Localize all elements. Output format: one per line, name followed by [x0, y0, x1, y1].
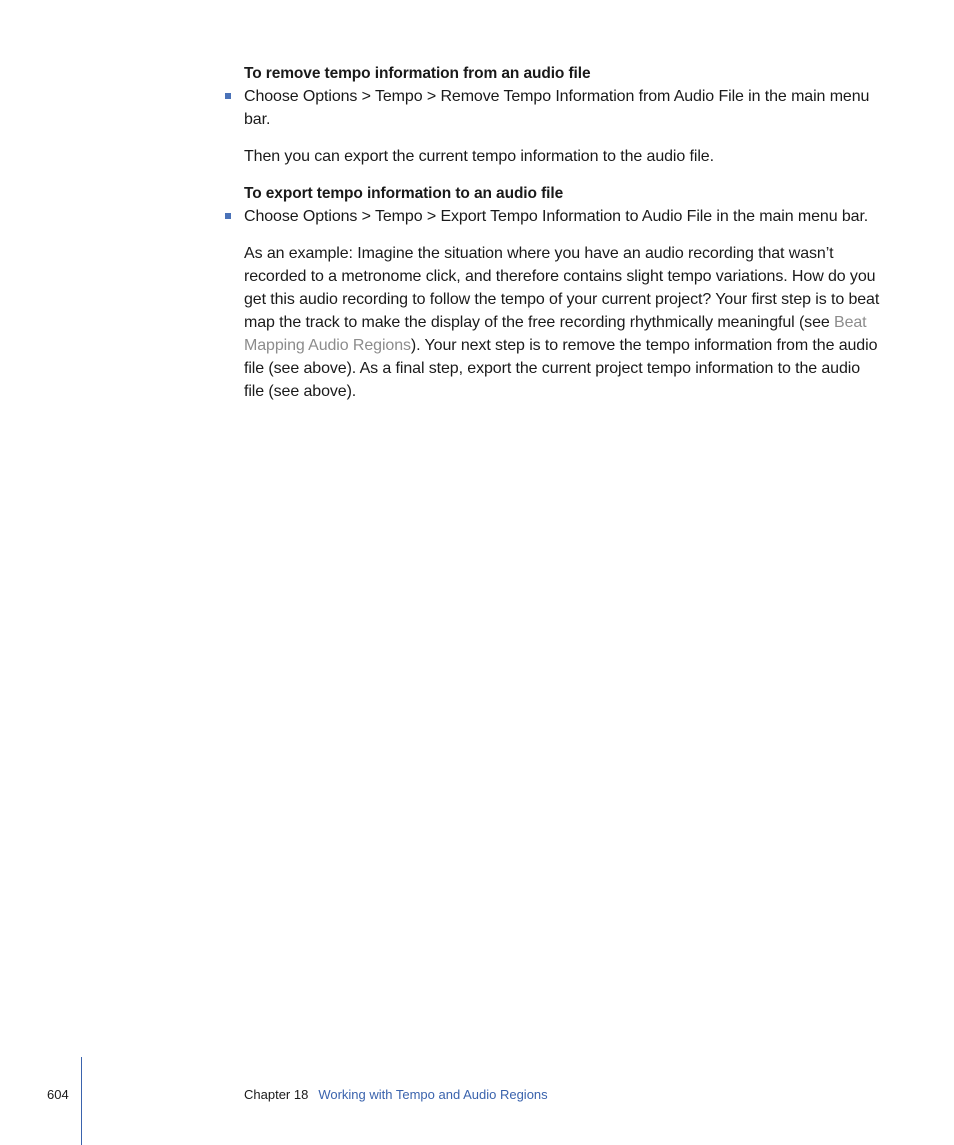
chapter-label: Chapter 18 — [244, 1087, 309, 1102]
example-text-end: ). Your next step is to remove the tempo information from the audio file (see above). As a final step, export the current project tempo information to the audio file (see above). — [244, 337, 878, 400]
task-heading-remove: To remove tempo information from an audio file — [244, 65, 591, 82]
main-content — [244, 62, 880, 403]
bullet-text: Choose Options > Tempo > Remove Tempo Information from Audio File in the main menu bar. — [244, 88, 870, 128]
page-number: 604 — [47, 1087, 69, 1102]
square-bullet-icon — [225, 93, 231, 99]
bullet-text: Choose Options > Tempo > Export Tempo Information to Audio File in the main menu bar. — [244, 208, 869, 225]
example-paragraph — [244, 242, 880, 403]
beat-mapping-link[interactable]: Beat Mapping Audio Regions — [244, 314, 867, 354]
square-bullet-icon — [225, 213, 231, 219]
task-heading-export: To export tempo information to an audio file — [244, 185, 564, 202]
list-item — [244, 205, 880, 228]
list-item — [244, 85, 880, 131]
chapter-footer — [244, 1086, 548, 1104]
chapter-title: Working with Tempo and Audio Regions — [318, 1087, 548, 1102]
body-paragraph: Then you can export the current tempo information to the audio file. — [244, 148, 714, 165]
footer-divider — [81, 1057, 82, 1145]
example-text-start: As an example: Imagine the situation where you have an audio recording that wasn’t recorded to a metronome click, and therefore contains slight tempo variations. How do you get this audio recording to follow the tempo of your current project? Your first step is to beat map the track to make the display of the free recording rhythmically meaningful (see — [244, 245, 880, 331]
